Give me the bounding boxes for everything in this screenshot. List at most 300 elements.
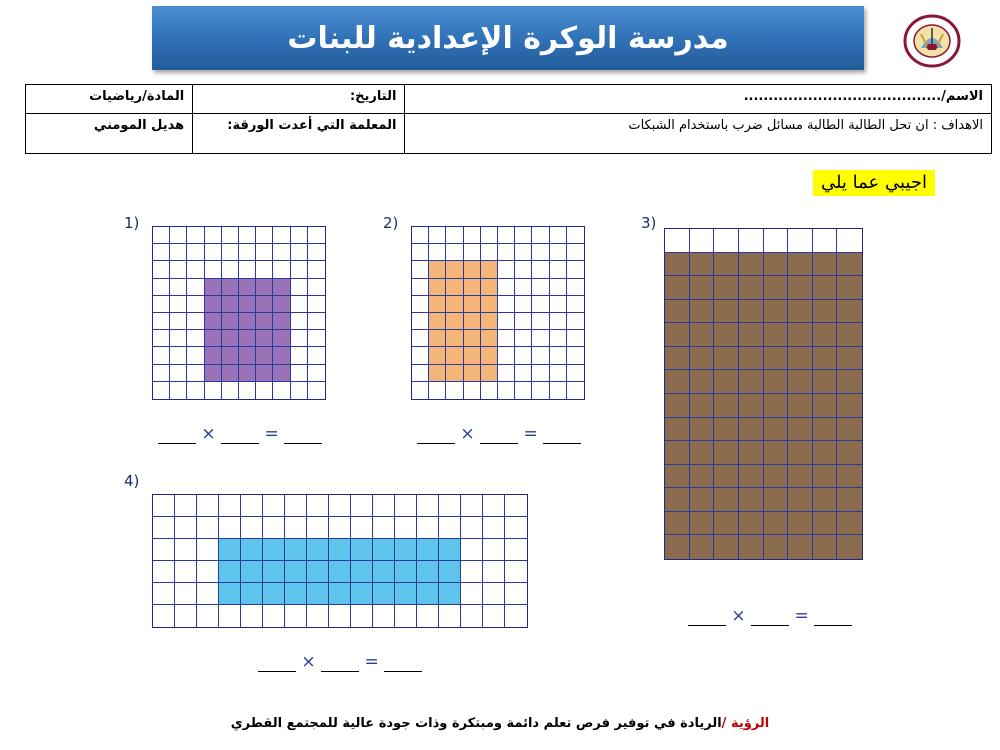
shaded-grid-cell [813, 512, 838, 536]
grid-cell [153, 495, 175, 517]
grid-cell [263, 517, 285, 539]
grid-cell [153, 539, 175, 561]
grid-cell [429, 382, 446, 399]
shaded-grid-cell [837, 488, 862, 512]
problem-1-grid [152, 226, 326, 400]
grid-cell [550, 382, 567, 399]
grid-cell [308, 227, 325, 244]
shaded-grid-cell [714, 253, 739, 277]
shaded-grid-cell [446, 330, 463, 347]
grid-cell [239, 227, 256, 244]
shaded-grid-cell [813, 370, 838, 394]
shaded-grid-cell [256, 296, 273, 313]
grid-cell [412, 365, 429, 382]
shaded-grid-cell [219, 561, 241, 583]
shaded-grid-cell [714, 488, 739, 512]
shaded-grid-cell [395, 561, 417, 583]
grid-cell [395, 517, 417, 539]
shaded-grid-cell [241, 561, 263, 583]
grid-cell [483, 517, 505, 539]
shaded-grid-cell [351, 561, 373, 583]
grid-cell [481, 382, 498, 399]
grid-cell [187, 227, 204, 244]
shaded-grid-cell [464, 296, 481, 313]
shaded-grid-cell [481, 313, 498, 330]
grid-cell [187, 330, 204, 347]
grid-cell [532, 244, 549, 261]
grid-cell [308, 365, 325, 382]
shaded-grid-cell [241, 583, 263, 605]
grid-cell [175, 561, 197, 583]
grid-cell [153, 227, 170, 244]
grid-cell [197, 561, 219, 583]
shaded-grid-cell [464, 347, 481, 364]
grid-cell [170, 347, 187, 364]
shaded-grid-cell [714, 418, 739, 442]
shaded-grid-cell [813, 300, 838, 324]
grid-cell [461, 517, 483, 539]
grid-cell [170, 227, 187, 244]
grid-cell [170, 330, 187, 347]
shaded-grid-cell [464, 365, 481, 382]
shaded-grid-cell [373, 583, 395, 605]
grid-cell [567, 227, 584, 244]
grid-cell [515, 382, 532, 399]
shaded-grid-cell [665, 465, 690, 489]
grid-cell [175, 605, 197, 627]
shaded-grid-cell [714, 323, 739, 347]
product-blank[interactable] [814, 611, 852, 626]
grid-cell [153, 382, 170, 399]
grid-cell [515, 365, 532, 382]
grid-cell [505, 605, 527, 627]
factor-1-blank[interactable] [688, 611, 726, 626]
shaded-grid-cell [764, 418, 789, 442]
grid-cell [153, 347, 170, 364]
shaded-grid-cell [690, 323, 715, 347]
grid-cell [263, 605, 285, 627]
factor-2-blank[interactable] [321, 657, 359, 672]
shaded-grid-cell [764, 465, 789, 489]
grid-cell [439, 495, 461, 517]
grid-cell [222, 261, 239, 278]
shaded-grid-cell [464, 261, 481, 278]
shaded-grid-cell [764, 441, 789, 465]
shaded-grid-cell [429, 365, 446, 382]
grid-cell [285, 495, 307, 517]
shaded-grid-cell [764, 512, 789, 536]
grid-cell [222, 227, 239, 244]
shaded-grid-cell [373, 561, 395, 583]
instruction-label: اجيبي عما يلي [813, 170, 935, 196]
grid-cell [307, 517, 329, 539]
grid-cell [532, 313, 549, 330]
grid-cell [291, 365, 308, 382]
shaded-grid-cell [813, 323, 838, 347]
grid-cell [550, 244, 567, 261]
shaded-grid-cell [764, 394, 789, 418]
grid-cell [412, 244, 429, 261]
factor-1-blank[interactable] [258, 657, 296, 672]
shaded-grid-cell [690, 370, 715, 394]
grid-cell [329, 495, 351, 517]
factor-1-blank[interactable] [158, 429, 196, 444]
shaded-grid-cell [714, 512, 739, 536]
shaded-grid-cell [714, 347, 739, 371]
grid-cell [567, 347, 584, 364]
factor-2-blank[interactable] [480, 429, 518, 444]
grid-cell [239, 261, 256, 278]
problem-1-equation [158, 424, 322, 444]
problem-2-number: 2) [383, 214, 399, 232]
shaded-grid-cell [481, 261, 498, 278]
shaded-grid-cell [714, 441, 739, 465]
problem-3-grid [664, 228, 863, 560]
grid-cell [273, 382, 290, 399]
grid-cell [446, 244, 463, 261]
times-sign: × [731, 606, 746, 626]
grid-cell [373, 495, 395, 517]
grid-cell [567, 382, 584, 399]
shaded-grid-cell [837, 323, 862, 347]
shaded-grid-cell [481, 365, 498, 382]
grid-cell [505, 539, 527, 561]
grid-cell [461, 561, 483, 583]
shaded-grid-cell [273, 279, 290, 296]
shaded-grid-cell [690, 276, 715, 300]
grid-cell [153, 261, 170, 278]
shaded-grid-cell [764, 276, 789, 300]
shaded-grid-cell [481, 279, 498, 296]
shaded-grid-cell [764, 535, 789, 559]
grid-cell [429, 244, 446, 261]
grid-cell [222, 244, 239, 261]
grid-cell [187, 382, 204, 399]
shaded-grid-cell [429, 296, 446, 313]
shaded-grid-cell [739, 253, 764, 277]
grid-cell [291, 382, 308, 399]
grid-cell [307, 605, 329, 627]
shaded-grid-cell [351, 583, 373, 605]
grid-cell [153, 330, 170, 347]
grid-cell [714, 229, 739, 253]
grid-cell [837, 229, 862, 253]
shaded-grid-cell [714, 300, 739, 324]
vision-text: الريادة في توفير فرص تعلم دائمة ومبتكرة وذات جودة عالية للمجتمع القطري [230, 716, 722, 731]
grid-cell [532, 347, 549, 364]
grid-cell [170, 279, 187, 296]
shaded-grid-cell [205, 296, 222, 313]
shaded-grid-cell [256, 365, 273, 382]
grid-cell [197, 539, 219, 561]
grid-cell [373, 517, 395, 539]
shaded-grid-cell [665, 370, 690, 394]
grid-cell [439, 605, 461, 627]
shaded-grid-cell [665, 535, 690, 559]
shaded-grid-cell [222, 279, 239, 296]
grid-cell [291, 313, 308, 330]
grid-cell [153, 365, 170, 382]
grid-cell [483, 495, 505, 517]
shaded-grid-cell [837, 370, 862, 394]
grid-cell [170, 244, 187, 261]
grid-cell [170, 313, 187, 330]
grid-cell [153, 583, 175, 605]
shaded-grid-cell [439, 561, 461, 583]
product-blank[interactable] [284, 429, 322, 444]
grid-cell [153, 561, 175, 583]
grid-cell [439, 517, 461, 539]
shaded-grid-cell [329, 561, 351, 583]
grid-cell [197, 583, 219, 605]
grid-cell [187, 244, 204, 261]
grid-cell [351, 605, 373, 627]
grid-cell [170, 365, 187, 382]
shaded-grid-cell [446, 365, 463, 382]
grid-cell [550, 279, 567, 296]
grid-cell [412, 347, 429, 364]
shaded-grid-cell [690, 418, 715, 442]
shaded-grid-cell [837, 535, 862, 559]
grid-cell [532, 261, 549, 278]
times-sign: × [301, 652, 316, 672]
shaded-grid-cell [263, 539, 285, 561]
grid-cell [285, 605, 307, 627]
grid-cell [515, 261, 532, 278]
shaded-grid-cell [788, 300, 813, 324]
grid-cell [175, 583, 197, 605]
grid-cell [515, 330, 532, 347]
factor-2-blank[interactable] [751, 611, 789, 626]
grid-cell [498, 279, 515, 296]
grid-cell [532, 330, 549, 347]
grid-cell [308, 244, 325, 261]
shaded-grid-cell [464, 279, 481, 296]
shaded-grid-cell [395, 539, 417, 561]
times-sign: × [201, 424, 216, 444]
grid-cell [291, 261, 308, 278]
shaded-grid-cell [788, 488, 813, 512]
shaded-grid-cell [813, 465, 838, 489]
shaded-grid-cell [307, 539, 329, 561]
problem-2-grid [411, 226, 585, 400]
shaded-grid-cell [764, 488, 789, 512]
grid-cell [464, 244, 481, 261]
shaded-grid-cell [205, 313, 222, 330]
shaded-grid-cell [464, 330, 481, 347]
grid-cell [412, 227, 429, 244]
shaded-grid-cell [813, 394, 838, 418]
grid-cell [665, 229, 690, 253]
grid-cell [187, 279, 204, 296]
shaded-grid-cell [714, 370, 739, 394]
shaded-grid-cell [837, 394, 862, 418]
shaded-grid-cell [665, 300, 690, 324]
product-blank[interactable] [384, 657, 422, 672]
grid-cell [351, 495, 373, 517]
grid-cell [498, 227, 515, 244]
shaded-grid-cell [417, 539, 439, 561]
problem-3-number: 3) [641, 214, 657, 232]
shaded-grid-cell [764, 347, 789, 371]
shaded-grid-cell [273, 330, 290, 347]
shaded-grid-cell [481, 347, 498, 364]
shaded-grid-cell [429, 261, 446, 278]
grid-cell [153, 517, 175, 539]
shaded-grid-cell [837, 300, 862, 324]
grid-cell [412, 382, 429, 399]
name-field[interactable]: الاسم/........................................ [405, 85, 992, 114]
teacher-label: المعلمة التي أعدت الورقة: [193, 114, 405, 154]
grid-cell [291, 330, 308, 347]
grid-cell [464, 227, 481, 244]
factor-1-blank[interactable] [417, 429, 455, 444]
shaded-grid-cell [788, 394, 813, 418]
grid-cell [395, 495, 417, 517]
shaded-grid-cell [205, 365, 222, 382]
grid-cell [764, 229, 789, 253]
shaded-grid-cell [739, 370, 764, 394]
grid-cell [256, 244, 273, 261]
grid-cell [498, 382, 515, 399]
shaded-grid-cell [446, 313, 463, 330]
shaded-grid-cell [788, 276, 813, 300]
grid-cell [532, 227, 549, 244]
grid-cell [550, 313, 567, 330]
shaded-grid-cell [205, 347, 222, 364]
grid-cell [205, 261, 222, 278]
date-field[interactable]: التاريخ: [193, 85, 405, 114]
grid-cell [308, 347, 325, 364]
goals-text: الاهداف : ان تحل الطالبة الطالبة مسائل ضرب باستخدام الشبكات [405, 114, 992, 154]
shaded-grid-cell [714, 465, 739, 489]
grid-cell [273, 261, 290, 278]
grid-cell [515, 313, 532, 330]
grid-cell [197, 605, 219, 627]
grid-cell [219, 517, 241, 539]
shaded-grid-cell [665, 441, 690, 465]
shaded-grid-cell [239, 279, 256, 296]
grid-cell [170, 296, 187, 313]
grid-cell [515, 244, 532, 261]
grid-cell [153, 244, 170, 261]
shaded-grid-cell [373, 539, 395, 561]
product-blank[interactable] [543, 429, 581, 444]
grid-cell [690, 229, 715, 253]
grid-cell [412, 261, 429, 278]
grid-cell [483, 561, 505, 583]
subject-field: المادة/رياضيات [26, 85, 193, 114]
grid-cell [373, 605, 395, 627]
equals-sign: = [264, 424, 279, 444]
times-sign: × [460, 424, 475, 444]
shaded-grid-cell [205, 330, 222, 347]
shaded-grid-cell [439, 539, 461, 561]
grid-cell [412, 330, 429, 347]
shaded-grid-cell [739, 535, 764, 559]
grid-cell [291, 296, 308, 313]
grid-cell [515, 296, 532, 313]
grid-cell [461, 583, 483, 605]
grid-cell [498, 365, 515, 382]
grid-cell [308, 330, 325, 347]
shaded-grid-cell [739, 323, 764, 347]
grid-cell [153, 279, 170, 296]
grid-cell [241, 495, 263, 517]
school-title: مدرسة الوكرة الإعدادية للبنات [287, 20, 729, 56]
grid-cell [170, 382, 187, 399]
shaded-grid-cell [714, 535, 739, 559]
shaded-grid-cell [219, 583, 241, 605]
shaded-grid-cell [690, 347, 715, 371]
grid-cell [498, 261, 515, 278]
shaded-grid-cell [813, 488, 838, 512]
problem-4-equation [258, 652, 422, 672]
shaded-grid-cell [788, 418, 813, 442]
shaded-grid-cell [837, 441, 862, 465]
shaded-grid-cell [764, 370, 789, 394]
shaded-grid-cell [429, 279, 446, 296]
grid-cell [187, 313, 204, 330]
problem-4-grid [152, 494, 528, 628]
student-info-table [25, 84, 992, 154]
grid-cell [498, 244, 515, 261]
problem-2-equation [417, 424, 581, 444]
grid-cell [308, 261, 325, 278]
grid-cell [187, 347, 204, 364]
shaded-grid-cell [739, 276, 764, 300]
factor-2-blank[interactable] [221, 429, 259, 444]
shaded-grid-cell [813, 418, 838, 442]
shaded-grid-cell [739, 441, 764, 465]
shaded-grid-cell [429, 347, 446, 364]
grid-cell [329, 517, 351, 539]
grid-cell [498, 347, 515, 364]
shaded-grid-cell [665, 418, 690, 442]
grid-cell [505, 495, 527, 517]
grid-cell [417, 517, 439, 539]
grid-cell [532, 382, 549, 399]
grid-cell [197, 517, 219, 539]
shaded-grid-cell [788, 323, 813, 347]
grid-cell [532, 365, 549, 382]
grid-cell [461, 495, 483, 517]
equals-sign: = [794, 606, 809, 626]
shaded-grid-cell [788, 512, 813, 536]
shaded-grid-cell [837, 512, 862, 536]
shaded-grid-cell [690, 441, 715, 465]
grid-cell [197, 495, 219, 517]
shaded-grid-cell [239, 330, 256, 347]
grid-cell [329, 605, 351, 627]
grid-cell [505, 517, 527, 539]
shaded-grid-cell [239, 313, 256, 330]
grid-cell [505, 583, 527, 605]
grid-cell [273, 244, 290, 261]
shaded-grid-cell [788, 370, 813, 394]
shaded-grid-cell [481, 296, 498, 313]
grid-cell [273, 227, 290, 244]
shaded-grid-cell [690, 488, 715, 512]
shaded-grid-cell [256, 313, 273, 330]
grid-cell [567, 296, 584, 313]
shaded-grid-cell [665, 512, 690, 536]
grid-cell [170, 261, 187, 278]
grid-cell [498, 330, 515, 347]
grid-cell [498, 296, 515, 313]
grid-cell [550, 227, 567, 244]
grid-cell [532, 279, 549, 296]
